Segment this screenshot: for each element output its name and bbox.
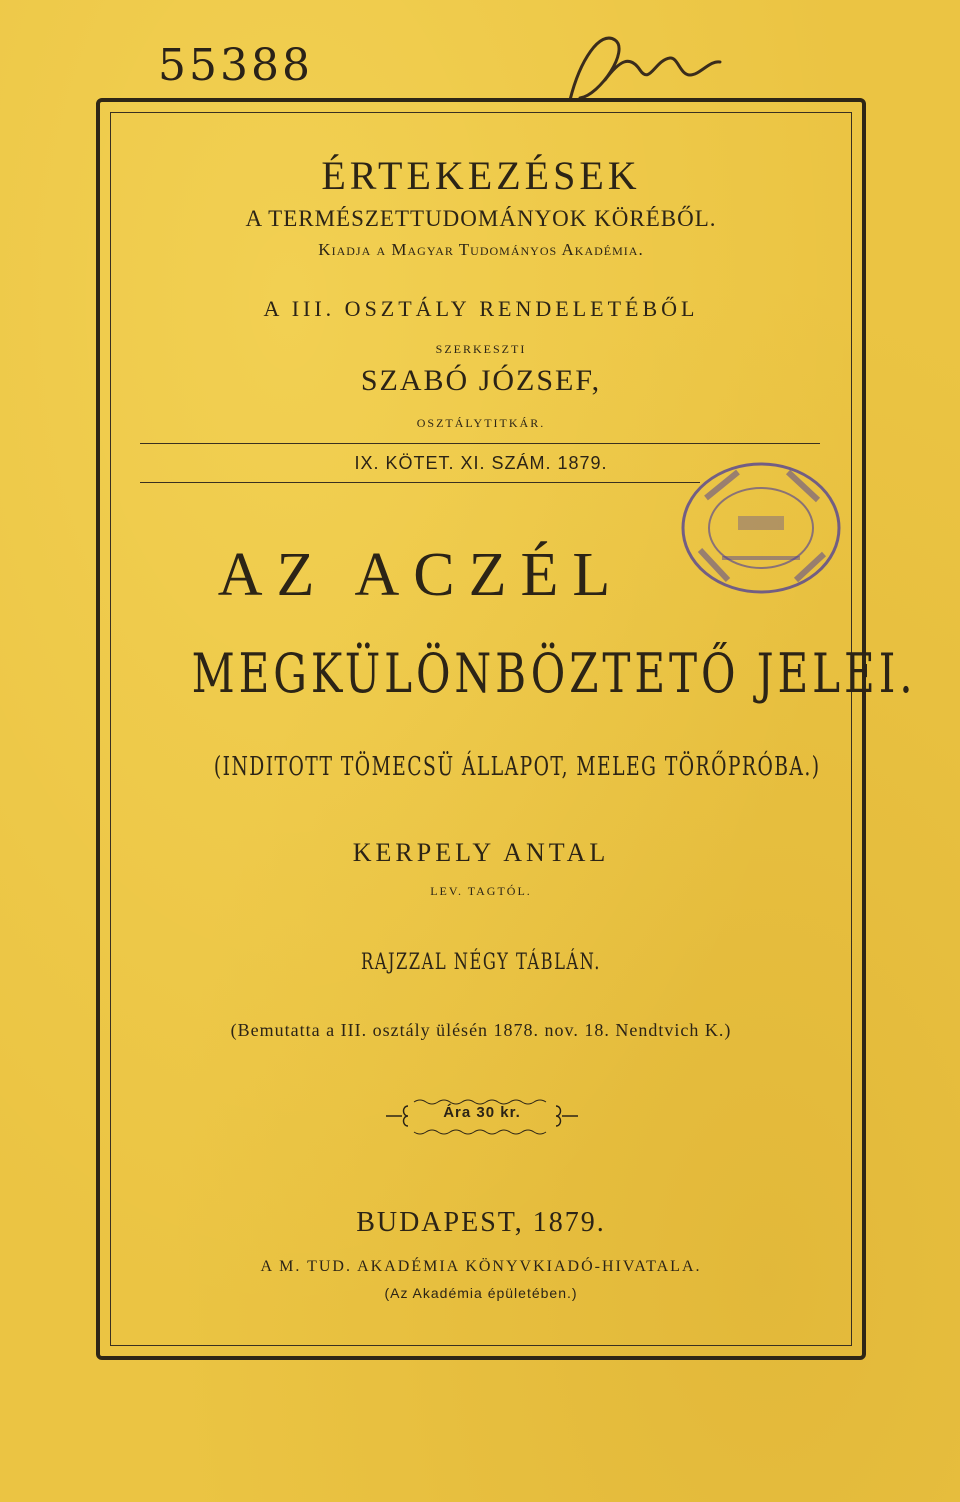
main-title-line2: MEGKÜLÖNBÖZTETŐ JELEI.	[191, 642, 917, 705]
imprint-office: A M. TUD. AKADÉMIA KÖNYVKIADÓ-HIVATALA.	[260, 1258, 702, 1275]
volume-info: IX. KÖTET. XI. SZÁM. 1879.	[354, 453, 608, 473]
price-box	[384, 1094, 580, 1138]
editor-role: OSZTÁLYTITKÁR.	[416, 416, 546, 430]
author-role: LEV. TAGTÓL.	[430, 884, 532, 898]
publisher-line: Kiadja a Magyar Tudományos Akadémia.	[318, 240, 644, 259]
divider-bottom	[140, 482, 700, 483]
series-title: ÉRTEKEZÉSEK	[321, 153, 641, 198]
author-name: KERPELY ANTAL	[352, 838, 610, 867]
presented-note: (Bemutatta a III. osztály ülésén 1878. nov. 18. Nendtvich K.)	[230, 1020, 732, 1040]
editor-name: SZABÓ JÓZSEF,	[360, 364, 602, 397]
subtitle: (INDITOTT TÖMECSÜ ÁLLAPOT, MELEG TÖRŐPRÓBA.)	[213, 752, 821, 782]
series-subtitle: A TERMÉSZETTUDOMÁNYOK KÖRÉBŐL.	[245, 206, 717, 231]
handwritten-signature	[560, 20, 730, 110]
main-title-line1: AZ ACZÉL	[217, 541, 625, 609]
catalog-number: 55388	[158, 40, 313, 91]
divider-top	[140, 443, 820, 444]
price: Ára 30 kr.	[443, 1104, 521, 1121]
plates-note: RAJZZAL NÉGY TÁBLÁN.	[361, 950, 601, 975]
imprint-city-year: BUDAPEST, 1879.	[356, 1207, 606, 1238]
imprint-location: (Az Akadémia épületében.)	[384, 1285, 578, 1301]
class-order: A III. OSZTÁLY RENDELETÉBŐL	[263, 296, 699, 321]
editor-label: SZERKESZTI	[435, 342, 527, 356]
library-stamp	[678, 458, 844, 598]
